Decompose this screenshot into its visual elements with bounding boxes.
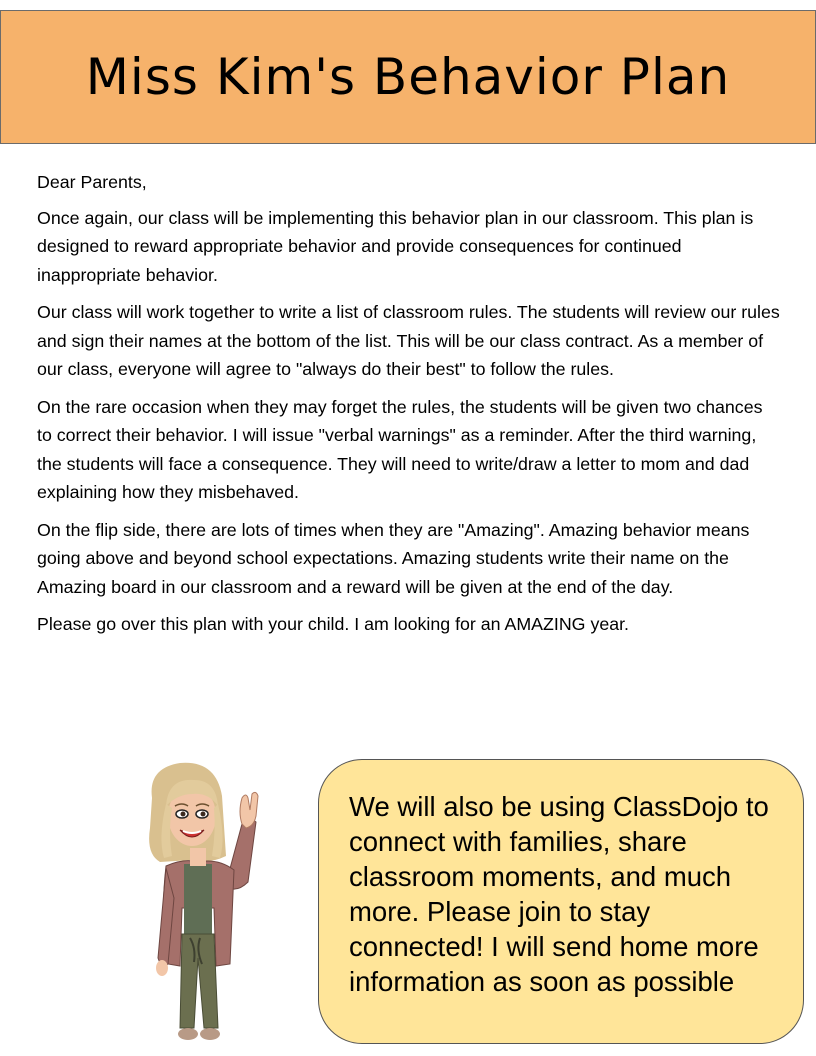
title-banner [0,10,816,144]
letter-greeting: Dear Parents, [37,172,147,192]
letter-paragraph: Our class will work together to write a list of classroom rules. The students will review our rules and sign their names at the bottom of the list. This will be our class contract. As a member of our class, everyone will agree to "always do their best" to follow the rules. [37,302,780,379]
teacher-avatar-waving-icon [138,758,268,1046]
letter-paragraph: Once again, our class will be implementing this behavior plan in our classroom. This plan is designed to reward appropriate behavior and provide consequences for continued inappropriate behavior. [37,207,754,285]
page-title: Miss Kim's Behavior Plan [85,48,731,106]
classdojo-callout [318,759,804,1044]
callout-text: We will also be using ClassDojo to connect with families, share classroom moments, and much more. Please join to stay connected! I will send home more information as soon as possible [349,791,769,997]
letter-paragraph: Please go over this plan with your child. I am looking for an AMAZING year. [37,614,629,634]
letter-body [37,168,782,648]
letter-paragraph: On the rare occasion when they may forget the rules, the students will be given two chances to correct their behavior. I will issue "verbal warnings" as a reminder. After the third warning, the students will face a consequence. They will need to write/draw a letter to mom and dad explaining how they misbehaved. [37,396,763,502]
letter-paragraph: On the flip side, there are lots of times when they are "Amazing". Amazing behavior means going above and beyond school expectations. Amazing students write their name on the Amazing board in our classroom and a reward will be given at the end of the day. [37,519,750,597]
